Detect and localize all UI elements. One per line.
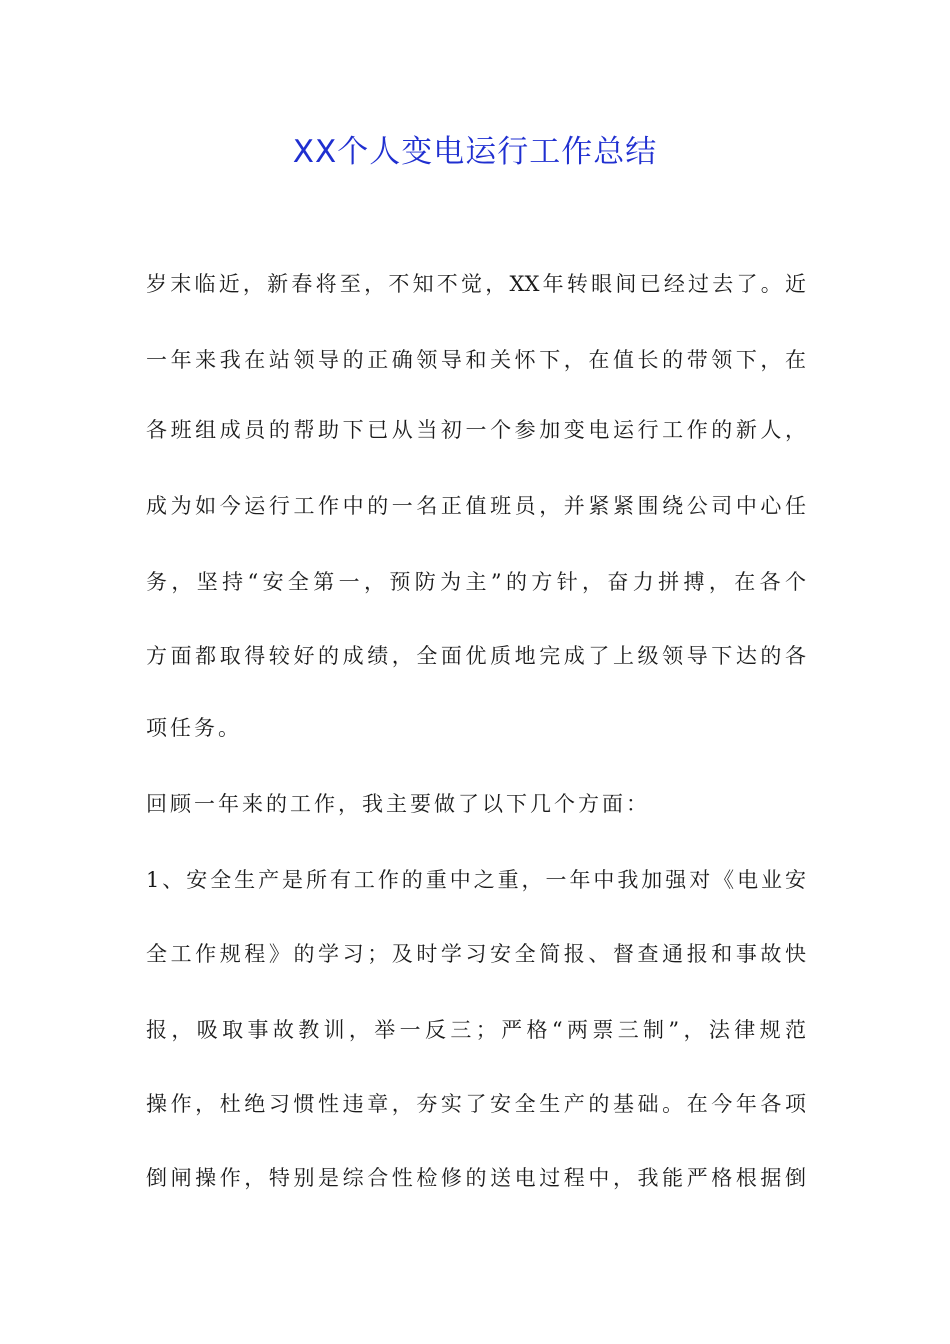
list-item-line: 1、安全生产是所有工作的重中之重，一年中我加强对《电业安 <box>146 868 806 892</box>
paragraph-line: 各班组成员的帮助下已从当初一个参加变电运行工作的新人， <box>146 418 806 442</box>
paragraph-line: 一年来我在站领导的正确领导和关怀下，在值长的带领下，在 <box>146 348 806 372</box>
list-item-line: 报，吸取事故教训，举一反三；严格“两票三制”，法律规范 <box>146 1018 806 1042</box>
document-title: XX个人变电运行工作总结 <box>292 134 658 170</box>
list-item-line: 操作，杜绝习惯性违章，夯实了安全生产的基础。在今年各项 <box>146 1092 806 1116</box>
paragraph-line: 岁末临近，新春将至，不知不觉，XX年转眼间已经过去了。近 <box>146 272 806 296</box>
paragraph-line: 成为如今运行工作中的一名正值班员，并紧紧围绕公司中心任 <box>146 494 806 518</box>
list-item-line: 倒闸操作，特别是综合性检修的送电过程中，我能严格根据倒 <box>146 1166 806 1190</box>
paragraph-line: 方面都取得较好的成绩，全面优质地完成了上级领导下达的各 <box>146 644 806 668</box>
list-item-line: 全工作规程》的学习；及时学习安全简报、督查通报和事故快 <box>146 942 806 966</box>
paragraph-line: 项任务。 <box>146 716 242 740</box>
paragraph-line: 回顾一年来的工作，我主要做了以下几个方面： <box>146 792 650 816</box>
paragraph-line: 务，坚持“安全第一，预防为主”的方针，奋力拼搏，在各个 <box>146 570 806 594</box>
